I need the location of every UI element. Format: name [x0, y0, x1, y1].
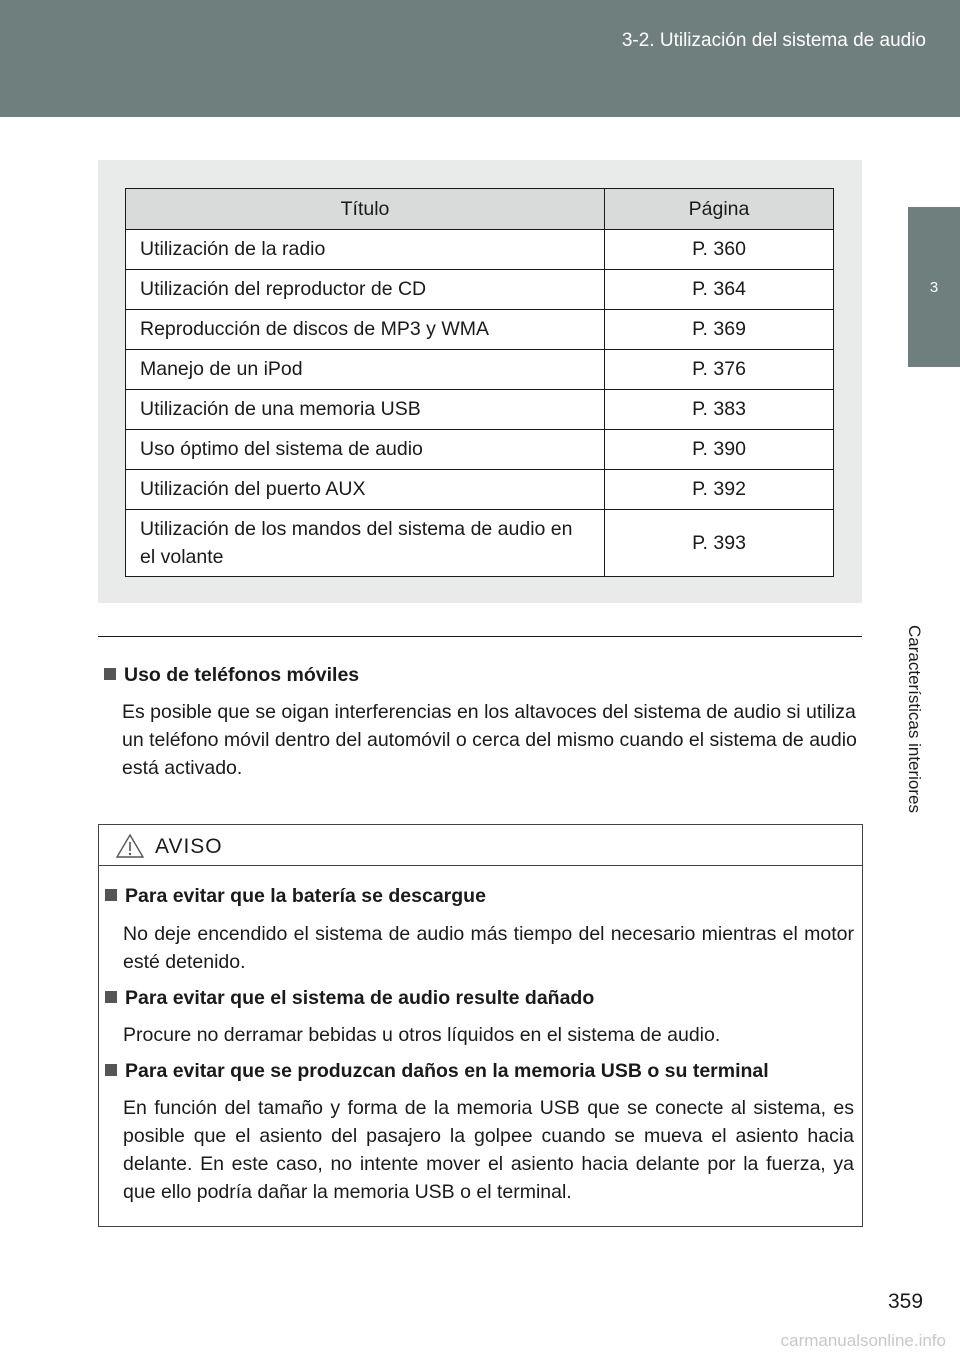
row-page: P. 390 — [605, 430, 834, 470]
mobile-note-heading — [104, 664, 359, 687]
row-page: P. 392 — [605, 470, 834, 510]
page-header — [0, 0, 960, 117]
square-bullet-icon — [105, 1064, 117, 1076]
warning-triangle-icon — [115, 833, 145, 859]
aviso-item-heading — [105, 987, 594, 1010]
row-page: P. 376 — [605, 350, 834, 390]
aviso-header — [99, 825, 862, 866]
watermark: carmanualsonline.info — [780, 1331, 946, 1350]
square-bullet-icon — [105, 889, 117, 901]
section-divider — [98, 636, 862, 637]
row-page: P. 369 — [605, 310, 834, 350]
toc-header-page: Página — [605, 189, 834, 230]
table-row — [126, 310, 834, 350]
aviso-title: AVISO — [155, 835, 223, 858]
toc-table — [125, 188, 834, 577]
section-title: 3-2. Utilización del sistema de audio — [621, 30, 926, 51]
page-number: 359 — [888, 1290, 924, 1313]
row-page: P. 360 — [605, 230, 834, 270]
aviso-item-body: No deje encendido el sistema de audio más tiempo del necesario mientras el motor esté detenido. — [123, 923, 854, 973]
square-bullet-icon — [105, 991, 117, 1003]
table-row — [126, 510, 834, 577]
mobile-note-heading-text: Uso de teléfonos móviles — [124, 664, 360, 686]
row-page: P. 393 — [605, 510, 834, 577]
chapter-label: Características interiores — [905, 625, 924, 814]
aviso-item-body: En función del tamaño y forma de la memoria USB que se conecte al sistema, es posible que el asiento del pasajero la golpee cuando se mueva el asiento hacia delante. En este caso, no intente mover el asiento hacia delante por la fuerza, ya que ello podría dañar la memoria USB o el terminal. — [123, 1097, 854, 1203]
aviso-item-heading-text: Para evitar que la batería se descargue — [125, 885, 486, 907]
row-title: Utilización del puerto AUX — [126, 470, 605, 510]
toc-header-row — [126, 189, 834, 230]
aviso-box — [98, 824, 863, 1227]
aviso-item-body: Procure no derramar bebidas u otros líquidos en el sistema de audio. — [123, 1024, 721, 1046]
toc-header-title: Título — [126, 189, 605, 230]
row-page: P. 364 — [605, 270, 834, 310]
row-title: Utilización del reproductor de CD — [126, 270, 605, 310]
table-row — [126, 350, 834, 390]
chapter-number: 3 — [908, 207, 960, 367]
mobile-note-body: Es posible que se oigan interferencias en los altavoces del sistema de audio si utiliza un teléfono móvil dentro del automóvil o cerca del mismo cuando el sistema de audio está activado. — [122, 701, 857, 779]
square-bullet-icon — [104, 668, 116, 680]
row-title: Utilización de una memoria USB — [126, 390, 605, 430]
row-title: Utilización de la radio — [126, 230, 605, 270]
aviso-item-heading-text: Para evitar que se produzcan daños en la memoria USB o su terminal — [125, 1060, 769, 1082]
table-row — [126, 270, 834, 310]
table-row — [126, 470, 834, 510]
row-title: Utilización de los mandos del sistema de audio en el volante — [126, 510, 605, 577]
aviso-item-heading-text: Para evitar que el sistema de audio resulte dañado — [125, 987, 595, 1009]
toc-panel — [98, 160, 862, 603]
table-row — [126, 430, 834, 470]
table-row — [126, 230, 834, 270]
row-title: Manejo de un iPod — [126, 350, 605, 390]
row-page: P. 383 — [605, 390, 834, 430]
chapter-side-tab — [905, 117, 960, 1117]
aviso-item-heading — [105, 885, 486, 908]
row-title: Reproducción de discos de MP3 y WMA — [126, 310, 605, 350]
table-row — [126, 390, 834, 430]
row-title: Uso óptimo del sistema de audio — [126, 430, 605, 470]
aviso-item-heading — [105, 1060, 769, 1083]
